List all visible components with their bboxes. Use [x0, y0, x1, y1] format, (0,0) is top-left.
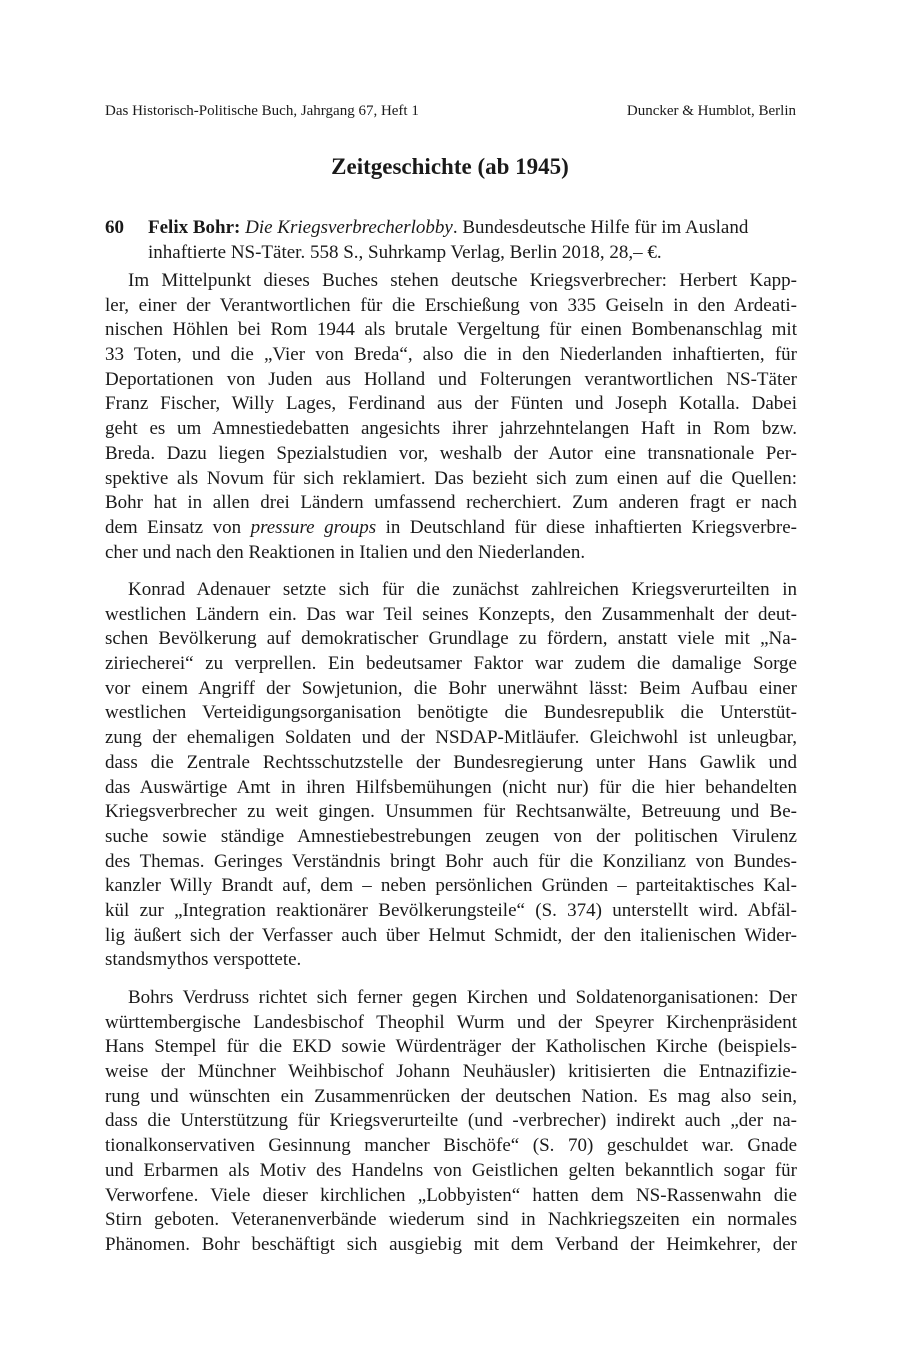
- text-line: standsmythos verspottete.: [105, 949, 302, 971]
- text-line: Phänomen. Bohr beschäftigt sich ausgiebig mit dem Verband der Heimkehrer, der: [105, 1233, 797, 1255]
- text-line: Bohrs Verdruss richtet sich ferner gegen Kirchen und Soldatenorganisationen: Der: [128, 987, 797, 1008]
- citation-line: [148, 215, 798, 240]
- text-line: westlichen Ländern ein. Das war Teil seines Konzepts, den Zusammenhalt der deut-: [105, 603, 797, 625]
- text-line: Im Mittelpunkt dieses Buches stehen deutsche Kriegsverbrecher: Herbert Kapp-: [128, 270, 797, 291]
- text-line: zung der ehemaligen Soldaten und der NSDAP-Mitläufer. Gleichwohl ist unleugbar,: [105, 727, 797, 749]
- text-line: vor einem Angriff der Sowjetunion, die Bohr unerwähnt lässt: Beim Aufbau einer: [105, 677, 797, 699]
- text-line: Deportationen von Juden aus Holland und Folterungen verantwortlichen NS-Täter: [105, 368, 797, 390]
- text-line: lig äußert sich der Verfasser auch über Helmut Schmidt, der den italienischen Wider-: [105, 924, 797, 946]
- text-line: weise der Münchner Weihbischof Johann Neuhäusler) kritisierten die Entnazifizie-: [105, 1061, 797, 1083]
- text-line: spektive als Novum für sich reklamiert. Das bezieht sich zum einen auf die Quellen:: [105, 467, 797, 489]
- text-line: ler, einer der Verantwortlichen für die Erschießung von 335 Geiseln in den Ardeati-: [105, 294, 797, 316]
- running-header-publisher: Duncker & Humblot, Berlin: [626, 103, 796, 119]
- text-line: dass die Unterstützung für Kriegsverurteilte (und -verbrecher) indirekt auch „der na-: [105, 1110, 797, 1132]
- text-line: Bohr hat in allen drei Ländern umfassend recherchiert. Zum anderen fragt er nach: [105, 492, 797, 514]
- text-line: das Auswärtige Amt in ihren Hilfsbemühungen (nicht nur) für die hier behandelten: [105, 776, 797, 798]
- text-line: Hans Stempel für die EKD sowie Würdenträger der Katholischen Kirche (beispiels-: [105, 1036, 797, 1058]
- text-line: cher und nach den Reaktionen in Italien und den Niederlanden.: [105, 541, 586, 563]
- text-line: tionalkonservativen Gesinnung mancher Bischöfe“ (S. 70) geschuldet war. Gnade: [105, 1135, 797, 1157]
- text-line: Verworfene. Viele dieser kirchlichen „Lobbyisten“ hatten dem NS-Rassenwahn die: [105, 1184, 797, 1206]
- italic-term: pressure groups: [250, 516, 377, 538]
- entry-number: 60: [105, 217, 124, 238]
- text-line: nischen Höhlen bei Rom 1944 als brutale Vergeltung für einen Bombenanschlag mit: [105, 319, 797, 341]
- text-line: Franz Fischer, Willy Lages, Ferdinand aus der Fünten und Joseph Kotalla. Dabei: [105, 393, 797, 415]
- paragraph-3: [105, 986, 797, 1258]
- text-line: schen Bevölkerung auf demokratischer Grundlage zu fördern, anstatt viele mit „Na-: [105, 628, 797, 650]
- text-segment: dem Einsatz von: [105, 516, 251, 538]
- text-line: kül zur „Integration reaktionärer Bevölkerungsteile“ (S. 374) unterstellt wird. Abfäl-: [105, 899, 797, 921]
- text-segment: in Deutschland für diese inhaftierten Kriegsverbre-: [376, 516, 798, 538]
- text-line: dass die Zentrale Rechtsschutzstelle der Bundesregierung unter Hans Gawlik und: [105, 751, 797, 773]
- text-line: ziriecherei“ zu verprellen. Ein bedeutsamer Faktor war zudem die damalige Sorge: [105, 653, 797, 675]
- text-line: württembergische Landesbischof Theophil Wurm und der Speyrer Kirchenpräsident: [105, 1011, 797, 1033]
- text-line: Konrad Adenauer setzte sich für die zunächst zahlreichen Kriegsverurteilten in: [128, 579, 797, 600]
- text-line: suche sowie ständige Amnestiebestrebungen zeugen von der politischen Virulenz: [105, 825, 797, 847]
- citation-title: Die Kriegsverbrecherlobby: [245, 217, 453, 238]
- text-line: geht es um Amnestiedebatten angesichts ihrer jahrzehntelangen Haft in Rom bzw.: [105, 418, 797, 440]
- text-line: Stirn geboten. Veteranenverbände wiederum sind in Nachkriegszeiten ein normales: [105, 1209, 797, 1231]
- text-line: kanzler Willy Brandt auf, dem – neben persönlichen Gründen – parteitaktisches Kal-: [105, 875, 797, 897]
- text-line: westlichen Verteidigungsorganisation benötigte die Bundesrepublik die Unterstüt-: [105, 702, 797, 724]
- text-line: Kriegsverbrecher zu weit gingen. Unsummen für Rechtsanwälte, Betreuung und Be-: [105, 801, 797, 823]
- citation-line: inhaftierte NS-Täter. 558 S., Suhrkamp Verlag, Berlin 2018, 28,– €.: [148, 242, 662, 263]
- section-title: Zeitgeschichte (ab 1945): [331, 154, 569, 179]
- text-line: Breda. Dazu liegen Spezialstudien vor, weshalb der Autor eine transnationale Per-: [105, 442, 797, 464]
- paragraph-2: [105, 578, 797, 973]
- running-header-journal: Das Historisch-Politische Buch, Jahrgang 67, Heft 1: [105, 103, 419, 119]
- citation-subtitle: . Bundesdeutsche Hilfe für im Ausland: [452, 217, 749, 238]
- paragraph-1: [105, 269, 797, 565]
- text-line: und Erbarmen als Motiv des Handelns von Geistlichen gelten bekanntlich sogar für: [105, 1159, 797, 1181]
- text-line: rung und wünschten ein Zusammenrücken der deutschen Nation. Es mag also sein,: [105, 1085, 797, 1107]
- text-line: des Themas. Geringes Verständnis bringt Bohr auch für die Konzilianz von Bundes-: [105, 850, 797, 872]
- citation: [148, 215, 798, 265]
- text-line: [105, 516, 797, 541]
- citation-author: Felix Bohr:: [148, 217, 241, 238]
- text-line: 33 Toten, und die „Vier von Breda“, also die in den Niederlanden inhaftierten, für: [105, 344, 797, 366]
